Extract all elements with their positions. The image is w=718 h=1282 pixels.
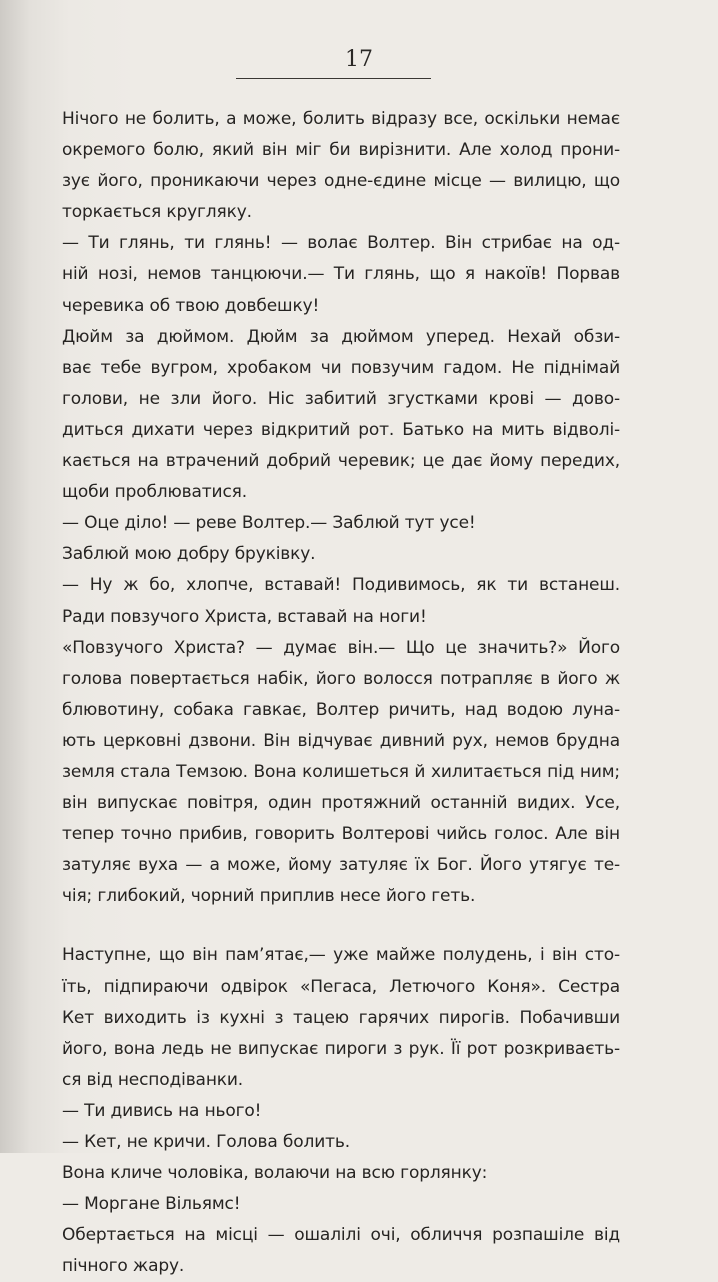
text-line: диться дихати через відкритий рот. Батько на мить відволі- (62, 419, 620, 440)
text-line: Вона кличе чоловіка, волаючи на всю горлянку: (62, 1163, 488, 1184)
text-line: — Моргане Вільямс! (62, 1194, 241, 1215)
paragraph (62, 508, 620, 539)
text-line: земля стала Темзою. Вона колишеться й хилитається під ним; (62, 761, 620, 782)
text-line: — Ти дивись на нього! (62, 1100, 262, 1121)
text-line: Заблюй мою добру бруківку. (62, 544, 316, 565)
paragraph (62, 1096, 620, 1127)
text-line: голова повертається набік, його волосся потрапляє в його ж (62, 668, 620, 689)
paragraph (62, 940, 620, 1095)
text-line: щоби проблюватися. (62, 482, 247, 503)
header-rule (236, 78, 431, 79)
text-line: пічного жару. (62, 1256, 185, 1277)
text-line: Дюйм за дюймом. Дюйм за дюймом уперед. Нехай обзи- (62, 326, 620, 347)
text-line: — Ну ж бо, хлопче, вставай! Подивимось, як ти встанеш. (62, 575, 620, 596)
paragraph (62, 539, 620, 570)
page-header (0, 46, 718, 74)
text-line: черевика об твою довбешку! (62, 295, 320, 316)
text-line: затуляє вуха — а може, йому затуляє їх Бог. Його утягує те- (62, 855, 620, 876)
text-line: тепер точно прибив, говорить Волтерові чийсь голос. Але він (62, 824, 620, 845)
text-line: кається на втрачений добрий черевик; це дає йому передих, (62, 451, 620, 472)
section-one (62, 104, 620, 912)
body-text (62, 104, 620, 1282)
text-line: він випускає повітря, один протяжний останній видих. Усе, (62, 793, 620, 814)
text-line: — Ти глянь, ти глянь! — волає Волтер. Він стрибає на од- (62, 233, 620, 254)
text-line: — Оце діло! — реве Волтер.— Заблюй тут усе! (62, 513, 476, 534)
text-line: ває тебе вугром, хробаком чи повзучим гадом. Не піднімай (62, 357, 620, 378)
paragraph (62, 1158, 620, 1189)
text-line: їть, підпираючи одвірок «Пегаса, Летючого Коня». Сестра (62, 976, 620, 997)
page-number: 17 (345, 47, 373, 72)
text-line: голови, не зли його. Ніс забитий згустками крові — дово- (62, 388, 620, 409)
text-line: торкається кругляку. (62, 202, 252, 223)
text-line: «Повзучого Христа? — думає він.— Що це значить?» Його (62, 637, 620, 658)
text-line: чія; глибокий, чорний приплив несе його геть. (62, 886, 476, 907)
paragraph (62, 228, 620, 321)
text-line: Обертається на місці — ошалілі очі, обличчя розпашіле від (62, 1225, 620, 1246)
text-line: ють церковні дзвони. Він відчуває дивний рух, немов брудна (62, 730, 620, 751)
section-break (62, 912, 620, 940)
text-line: Ради повзучого Христа, вставай на ноги! (62, 606, 427, 627)
section-two (62, 940, 620, 1282)
paragraph (62, 1189, 620, 1220)
text-line: ній нозі, немов танцюючи.— Ти глянь, що я накоїв! Порвав (62, 264, 620, 285)
paragraph (62, 570, 620, 632)
text-line: Нічого не болить, а може, болить відразу все, оскільки немає (62, 109, 620, 129)
text-line: — Кет, не кричи. Голова болить. (62, 1132, 350, 1152)
text-line: окремого болю, який він міг би вирізнити. Але холод прони- (62, 140, 620, 161)
paragraph (62, 1220, 620, 1282)
text-line: Кет виходить із кухні з тацею гарячих пирогів. Побачивши (62, 1007, 620, 1028)
text-line: зує його, проникаючи через одне-єдине місце — вилицю, що (62, 171, 620, 192)
paragraph (62, 1127, 620, 1158)
text-line: Наступне, що він пам’ятає,— уже майже полудень, і він сто- (62, 945, 620, 966)
text-line: блювотину, собака гавкає, Волтер ричить, над водою луна- (62, 699, 620, 720)
text-line: його, вона ледь не випускає пироги з рук. Її рот розкриваєть- (62, 1038, 620, 1059)
text-line: ся від несподіванки. (62, 1069, 244, 1090)
paragraph (62, 633, 620, 913)
paragraph (62, 322, 620, 509)
paragraph (62, 104, 620, 228)
